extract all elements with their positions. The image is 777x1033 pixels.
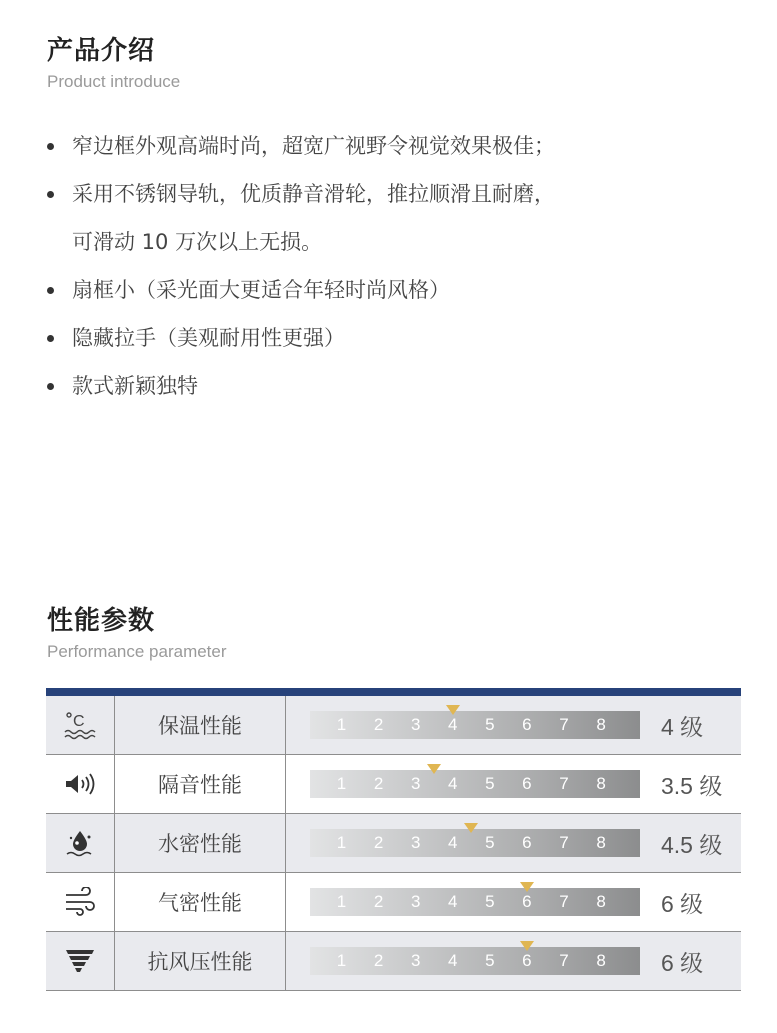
level-text: 6 级 bbox=[661, 949, 704, 976]
feature-item bbox=[47, 122, 747, 170]
level-marker-icon bbox=[520, 941, 534, 951]
tornado-icon bbox=[46, 932, 115, 990]
scale-tick: 5 bbox=[485, 833, 495, 852]
feature-text: 可滑动 10 万次以上无损。 bbox=[72, 230, 323, 254]
scale-tick: 5 bbox=[485, 715, 495, 734]
level-scale bbox=[286, 696, 661, 754]
product-intro-title: 产品介绍 bbox=[47, 36, 156, 66]
level-value bbox=[661, 873, 741, 931]
scale-tick: 6 bbox=[522, 951, 532, 970]
level-scale bbox=[286, 932, 661, 990]
scale-tick: 2 bbox=[373, 892, 384, 911]
scale-tick: 5 bbox=[485, 892, 495, 911]
scale-tick: 8 bbox=[596, 951, 606, 970]
level-value bbox=[661, 696, 741, 754]
scale-tick: 5 bbox=[485, 951, 495, 970]
scale-tick: 4 bbox=[448, 715, 458, 734]
performance-row bbox=[46, 755, 741, 814]
level-value bbox=[661, 932, 741, 990]
performance-title: 性能参数 bbox=[47, 606, 156, 636]
feature-list bbox=[47, 122, 747, 410]
level-marker-icon bbox=[427, 764, 441, 774]
level-scale bbox=[286, 814, 661, 872]
scale-tick: 7 bbox=[559, 774, 569, 793]
performance-subtitle: Performance parameter bbox=[47, 642, 227, 661]
level-scale bbox=[286, 873, 661, 931]
feature-text: 扇框小（采光面大更适合年轻时尚风格） bbox=[72, 278, 450, 302]
feature-text: 采用不锈钢导轨，优质静音滑轮，推拉顺滑且耐磨， bbox=[72, 182, 555, 206]
level-value bbox=[661, 755, 741, 813]
level-bar bbox=[310, 829, 640, 857]
scale-tick: 1 bbox=[336, 774, 347, 793]
feature-text: 隐藏拉手（美观耐用性更强） bbox=[72, 326, 345, 350]
temperature-icon bbox=[46, 696, 115, 754]
level-marker-icon bbox=[464, 823, 478, 833]
scale-tick: 8 bbox=[596, 892, 606, 911]
scale-tick: 2 bbox=[373, 833, 384, 852]
bullet-icon bbox=[47, 143, 54, 150]
performance-row bbox=[46, 814, 741, 873]
level-text: 4.5 级 bbox=[661, 831, 723, 858]
performance-name: 保温性能 bbox=[115, 696, 286, 754]
feature-item bbox=[47, 266, 747, 314]
scale-tick: 4 bbox=[448, 892, 458, 911]
feature-text: 款式新颖独特 bbox=[72, 374, 198, 398]
scale-tick: 3 bbox=[410, 892, 421, 911]
scale-tick: 1 bbox=[336, 715, 347, 734]
scale-tick: 2 bbox=[373, 774, 384, 793]
bullet-icon bbox=[47, 383, 54, 390]
performance-table bbox=[46, 688, 741, 991]
air-flow-icon bbox=[46, 873, 115, 931]
performance-row bbox=[46, 932, 741, 991]
scale-tick: 8 bbox=[596, 715, 606, 734]
scale-tick: 3 bbox=[410, 715, 421, 734]
scale-tick: 6 bbox=[522, 774, 532, 793]
scale-tick: 7 bbox=[559, 833, 569, 852]
scale-tick: 5 bbox=[485, 774, 495, 793]
level-scale bbox=[286, 755, 661, 813]
performance-name: 水密性能 bbox=[115, 814, 286, 872]
scale-tick: 3 bbox=[410, 774, 421, 793]
feature-text: 窄边框外观高端时尚，超宽广视野令视觉效果极佳； bbox=[72, 134, 555, 158]
level-value bbox=[661, 814, 741, 872]
performance-name: 抗风压性能 bbox=[115, 932, 286, 990]
scale-tick: 8 bbox=[596, 774, 606, 793]
performance-name: 隔音性能 bbox=[115, 755, 286, 813]
scale-tick: 6 bbox=[522, 715, 532, 734]
scale-tick: 4 bbox=[448, 774, 458, 793]
level-bar bbox=[310, 947, 640, 975]
level-text: 3.5 级 bbox=[661, 772, 723, 799]
scale-tick: 3 bbox=[410, 951, 421, 970]
scale-tick: 2 bbox=[373, 951, 384, 970]
sound-icon bbox=[46, 755, 115, 813]
svg-text:C: C bbox=[73, 713, 85, 730]
bullet-icon bbox=[47, 335, 54, 342]
performance-row bbox=[46, 873, 741, 932]
product-intro-subtitle: Product introduce bbox=[47, 72, 181, 91]
scale-tick: 1 bbox=[336, 833, 347, 852]
level-text: 4 级 bbox=[661, 713, 704, 740]
scale-tick: 2 bbox=[373, 715, 384, 734]
scale-tick: 8 bbox=[596, 833, 606, 852]
feature-item bbox=[47, 314, 747, 362]
scale-tick: 7 bbox=[559, 951, 569, 970]
bullet-icon bbox=[47, 191, 54, 198]
scale-tick: 6 bbox=[522, 833, 532, 852]
performance-name: 气密性能 bbox=[115, 873, 286, 931]
scale-tick: 6 bbox=[522, 892, 532, 911]
scale-tick: 3 bbox=[410, 833, 421, 852]
level-bar bbox=[310, 770, 640, 798]
water-drop-icon bbox=[46, 814, 115, 872]
scale-tick: 4 bbox=[448, 833, 458, 852]
bullet-icon bbox=[47, 287, 54, 294]
level-marker-icon bbox=[446, 705, 460, 715]
feature-item-continuation bbox=[47, 218, 747, 266]
feature-item bbox=[47, 170, 747, 218]
level-text: 6 级 bbox=[661, 890, 704, 917]
feature-item bbox=[47, 362, 747, 410]
scale-tick: 1 bbox=[336, 892, 347, 911]
level-bar bbox=[310, 888, 640, 916]
scale-tick: 7 bbox=[559, 892, 569, 911]
level-marker-icon bbox=[520, 882, 534, 892]
level-bar bbox=[310, 711, 640, 739]
performance-row bbox=[46, 696, 741, 755]
scale-tick: 1 bbox=[336, 951, 347, 970]
scale-tick: 4 bbox=[448, 951, 458, 970]
scale-tick: 7 bbox=[559, 715, 569, 734]
